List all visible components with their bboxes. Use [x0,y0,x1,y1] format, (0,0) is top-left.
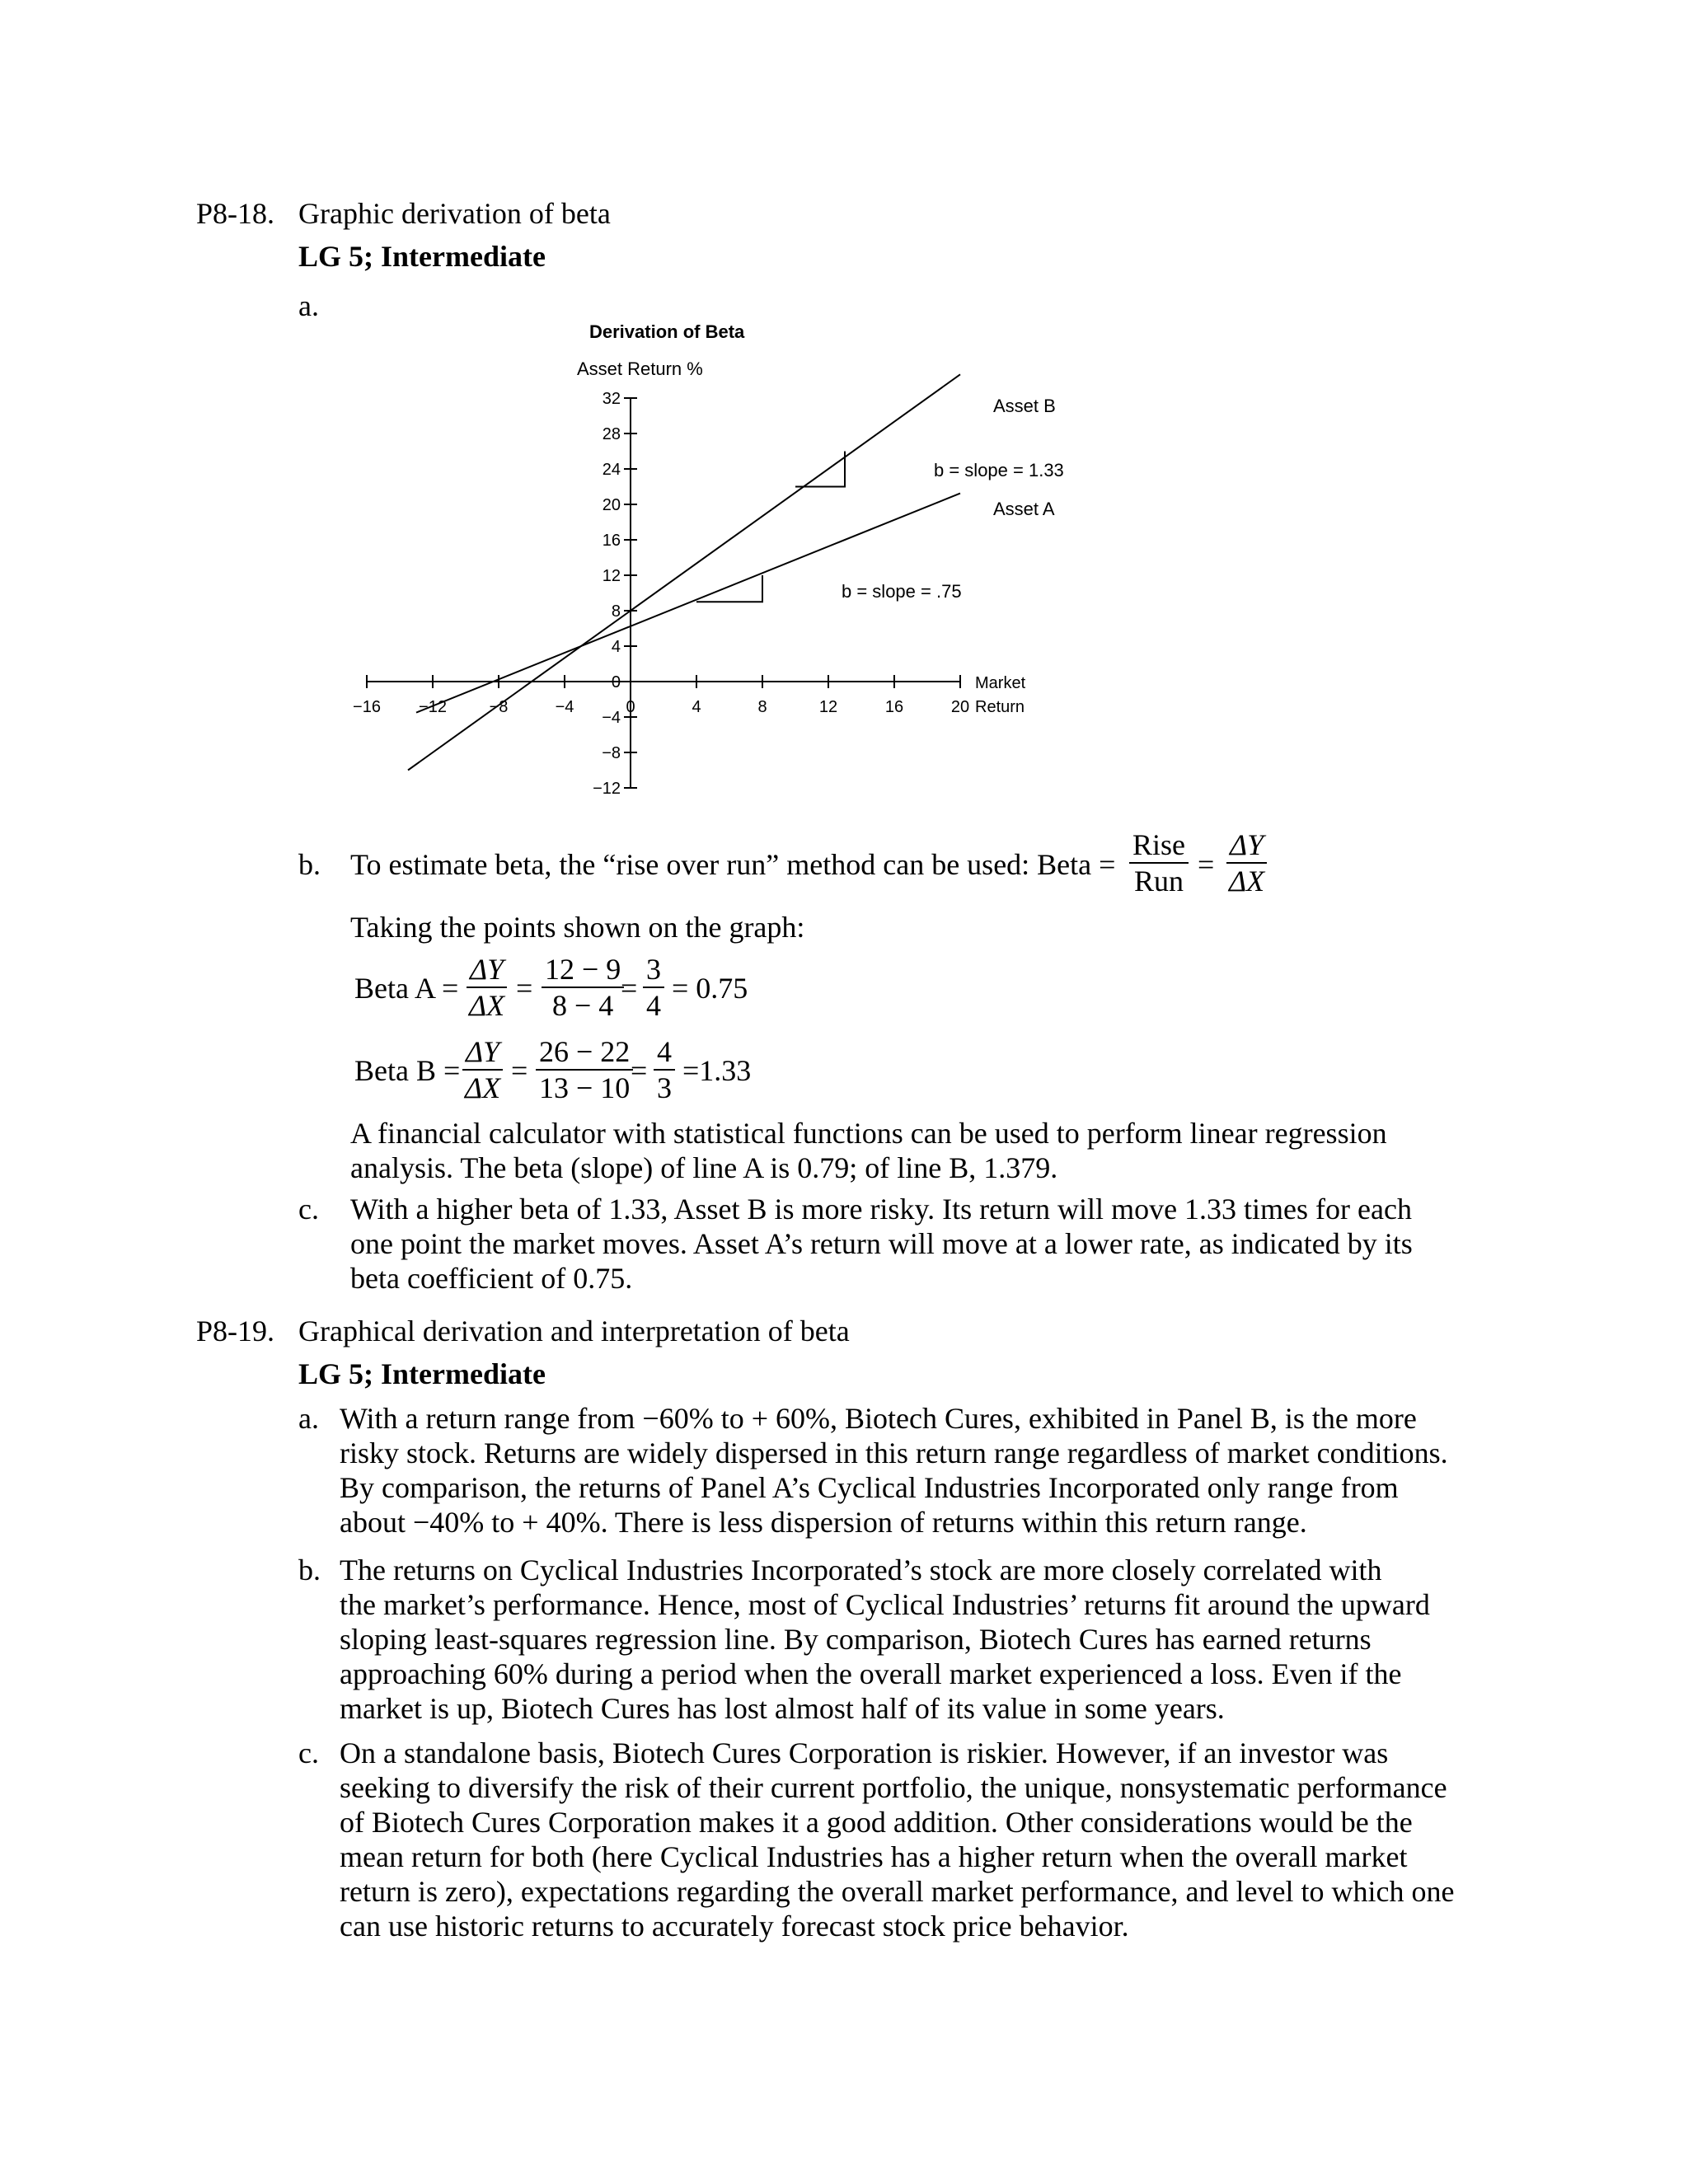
text-line: By comparison, the returns of Panel A’s Cyclical Industries Incorporated only range from [340,1471,1399,1504]
run-text: Run [1134,865,1184,898]
beta-a-den: 8 − 4 [552,989,614,1022]
level-p8-19: LG 5; Intermediate [298,1357,546,1390]
problem-title-p8-18: Graphic derivation of beta [298,197,611,230]
beta-b-eq1: = [511,1054,528,1087]
part-a-label: a. [298,289,319,322]
delta-y-text: ΔY [1226,827,1267,864]
text-line: sloping least-squares regression line. By comparison, Biotech Cures has earned returns [340,1623,1372,1656]
beta-a-dx: ΔX [469,989,505,1022]
part-b-label: b. [298,848,321,881]
series-line-asset-a [416,494,960,713]
beta-a-values-fraction [542,952,624,1023]
problem-number-p8-19: P8-19. [196,1315,275,1347]
text-line: On a standalone basis, Biotech Cures Corporation is riskier. However, if an investor was [340,1736,1389,1769]
p819-b-paragraph [340,1553,1430,1726]
slope-triangle-asset-b [795,452,845,487]
text-line: With a higher beta of 1.33, Asset B is more risky. Its return will move 1.33 times for each [350,1193,1412,1226]
p819-a-label: a. [298,1402,319,1435]
beta-b-num3: 4 [654,1034,675,1071]
text-line: market is up, Biotech Cures has lost almost half of its value in some years. [340,1692,1225,1725]
beta-a-eq2: = [621,972,638,1005]
asset-a-slope-label: b = slope = .75 [842,581,962,602]
p819-b-label: b. [298,1554,321,1586]
text-line: mean return for both (here Cyclical Industries has a higher return when the overall market [340,1840,1408,1873]
x-tick-label: 20 [950,698,970,716]
text-line: about −40% to + 40%. There is less dispersion of returns within this return range. [340,1506,1307,1539]
text-line: approaching 60% during a period when the overall market experienced a loss. Even if the [340,1657,1402,1690]
equals-sign: = [1198,848,1215,881]
y-tick-label: 12 [602,567,621,585]
beta-b-values-fraction [536,1034,633,1105]
x-tick-label: −4 [555,698,574,716]
text-line: With a return range from −60% to + 60%, Biotech Cures, exhibited in Panel B, is the more [340,1402,1417,1435]
beta-a-dy: ΔY [467,952,507,988]
part-c-label: c. [298,1193,319,1226]
x-tick-label: 16 [884,698,904,716]
beta-b-simplified-fraction [654,1034,675,1105]
asset-a-label: Asset A [993,499,1055,519]
beta-chart [330,313,1104,808]
beta-b-result: =1.33 [682,1054,752,1087]
rise-text: Rise [1129,827,1189,864]
asset-b-slope-label: b = slope = 1.33 [934,460,1064,480]
x-tick-label: 12 [818,698,838,716]
beta-b-dx: ΔX [465,1071,501,1104]
beta-b-label: Beta B = [354,1054,461,1087]
series-line-asset-b [408,374,960,770]
text-line: risky stock. Returns are widely dispersed in this return range regardless of market conditions. [340,1436,1448,1469]
p819-a-paragraph [340,1401,1448,1540]
y-tick-label: 4 [611,638,621,656]
x-tick-label-zero: 0 [626,698,635,716]
problem-title-p8-19: Graphical derivation and interpretation of beta [298,1315,850,1347]
asset-b-label: Asset B [993,396,1056,416]
y-tick-label: 32 [602,390,621,408]
beta-b-num: 26 − 22 [536,1034,633,1071]
x-tick-label: 8 [757,698,767,716]
y-tick-label: −4 [602,709,621,727]
text-line: The returns on Cyclical Industries Incorporated’s stock are more closely correlated with [340,1554,1382,1586]
y-tick-label: −12 [593,780,621,798]
calculator-paragraph [350,1116,1387,1185]
slope-triangle-asset-a [696,575,762,602]
beta-b-dy: ΔY [462,1034,503,1071]
delta-x-text: ΔX [1229,865,1265,898]
y-tick-label: 8 [611,602,621,621]
x-tick-label: −12 [419,698,447,716]
text-line: the market’s performance. Hence, most of Cyclical Industries’ returns fit around the upward [340,1588,1430,1621]
beta-b-delta-fraction [462,1034,504,1105]
x-tick-label: 4 [692,698,701,716]
y-tick-label: −8 [602,744,621,762]
y-tick-label: 16 [602,532,621,550]
text-line: analysis. The beta (slope) of line A is 0.79; of line B, 1.379. [350,1151,1058,1184]
p819-c-paragraph [340,1736,1454,1943]
beta-a-simplified-fraction [643,952,664,1023]
y-tick-label: 20 [602,496,621,514]
chart-title: Derivation of Beta [589,321,745,342]
part-b-intro: To estimate beta, the “rise over run” method can be used: Beta = [350,848,1116,881]
beta-a-den3: 4 [646,989,661,1022]
beta-b-den: 13 − 10 [539,1071,631,1104]
text-line: one point the market moves. Asset A’s return will move at a lower rate, as indicated by its [350,1227,1413,1260]
x-tick-label: −8 [489,698,509,716]
part-c-paragraph [350,1192,1413,1296]
level-p8-18: LG 5; Intermediate [298,240,546,273]
y-axis-label: Asset Return % [577,359,703,379]
text-line: beta coefficient of 0.75. [350,1262,633,1295]
y-tick-label: 0 [611,673,621,691]
delta-fraction [1226,827,1268,898]
beta-b-eq2: = [631,1054,648,1087]
text-line: return is zero), expectations regarding the overall market performance, and level to which one [340,1875,1455,1908]
text-line: can use historic returns to accurately forecast stock price behavior. [340,1910,1129,1943]
problem-number-p8-18: P8-18. [196,197,275,230]
rise-over-run-fraction [1129,827,1189,898]
x-axis-label-line2: Return [975,698,1025,716]
beta-a-label: Beta A = [354,972,459,1005]
beta-a-delta-fraction [466,952,508,1023]
beta-a-num: 12 − 9 [542,952,624,988]
text-line: seeking to diversify the risk of their current portfolio, the unique, nonsystematic performance [340,1771,1447,1804]
y-tick-label: 24 [602,461,621,479]
beta-a-eq1: = [516,972,533,1005]
text-line: of Biotech Cures Corporation makes it a good addition. Other considerations would be the [340,1806,1413,1839]
beta-a-result: = 0.75 [672,972,748,1005]
y-tick-label: 28 [602,425,621,443]
x-axis-label-line1: Market [975,674,1026,692]
x-tick-label: −16 [353,698,381,716]
p819-c-label: c. [298,1736,319,1769]
taking-points-text: Taking the points shown on the graph: [350,911,805,944]
text-line: A financial calculator with statistical functions can be used to perform linear regression [350,1117,1387,1150]
beta-b-den3: 3 [657,1071,672,1104]
beta-a-num3: 3 [643,952,664,988]
